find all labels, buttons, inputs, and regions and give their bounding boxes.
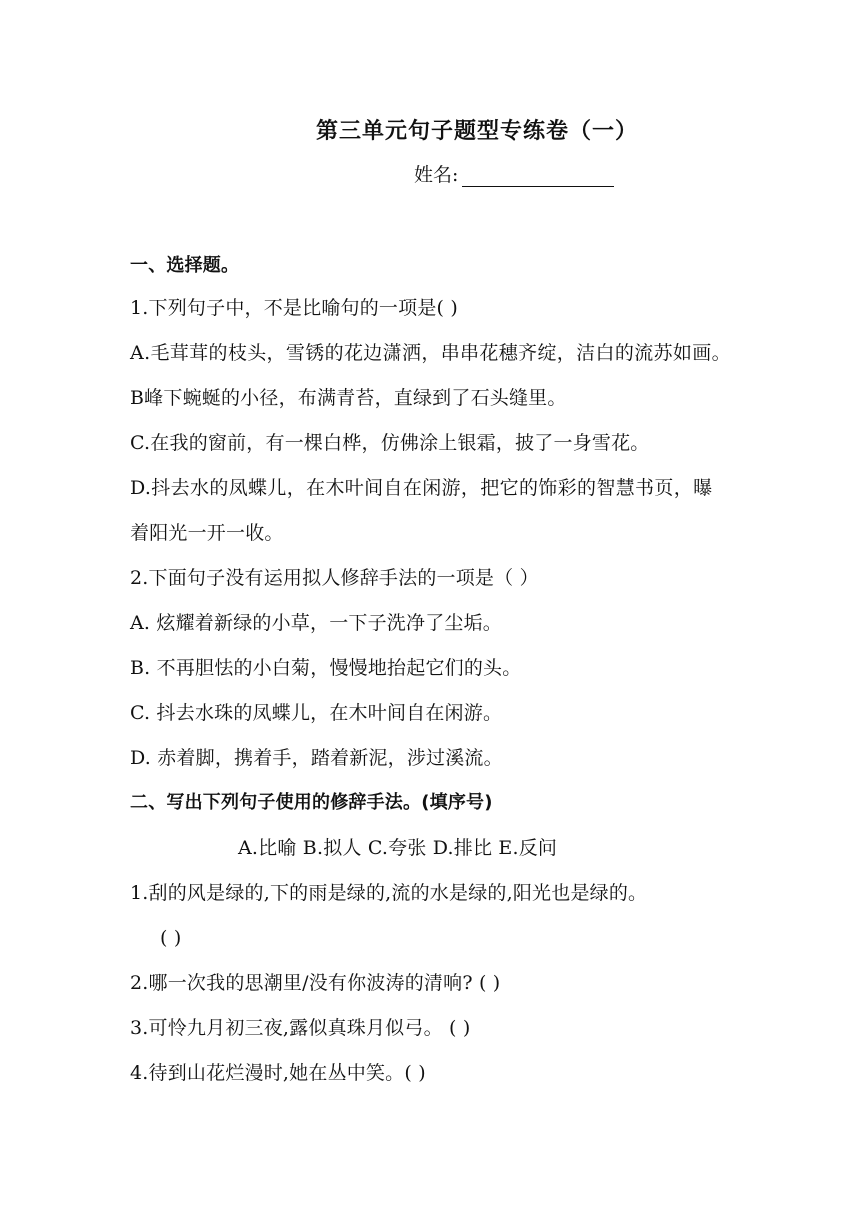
q1-option-d-line1: D.抖去水的凤蝶儿，在木叶间自在闲游，把它的饰彩的智慧书页，曝 [130,477,713,499]
s2-sentence-4: 4.待到山花烂漫时,她在丛中笑。( ) [130,1062,426,1084]
name-blank[interactable] [462,166,614,187]
section1-heading: 一、选择题。 [130,255,240,276]
q1-option-a: A.毛茸茸的枝头，雪锈的花边潇洒，串串花穗齐绽，洁白的流苏如画。 [130,342,731,364]
s2-sentence-1-blank[interactable]: ( ) [160,927,182,949]
q1-option-c: C.在我的窗前，有一棵白桦，仿佛涂上银霜，披了一身雪花。 [130,432,650,454]
q2-option-c: C. 抖去水珠的凤蝶儿，在木叶间自在闲游。 [130,702,503,724]
s2-sentence-1: 1.刮的风是绿的,下的雨是绿的,流的水是绿的,阳光也是绿的。 [130,882,648,904]
s2-sentence-2: 2.哪一次我的思潮里/没有你波涛的清响? ( ) [130,972,501,994]
q1-option-b: B峰下蜿蜒的小径，布满青苔，直绿到了石头缝里。 [130,387,567,409]
name-row [414,160,614,187]
section2-heading: 二、写出下列句子使用的修辞手法。(填序号) [130,792,493,813]
rhetoric-options: A.比喻 B.拟人 C.夸张 D.排比 E.反问 [238,837,558,859]
q1-stem: 1.下列句子中，不是比喻句的一项是( ) [130,297,458,319]
name-label: 姓名: [414,164,459,186]
page-title: 第三单元句子题型专练卷（一） [316,118,639,144]
q2-option-b: B. 不再胆怯的小白菊，慢慢地抬起它们的头。 [130,657,522,679]
q2-stem: 2.下面句子没有运用拟人修辞手法的一项是（ ） [130,567,539,589]
q1-option-d-line2: 着阳光一开一收。 [130,522,284,544]
s2-sentence-3: 3.可怜九月初三夜,露似真珠月似弓。 ( ) [130,1017,471,1039]
q2-option-d: D. 赤着脚，携着手，踏着新泥，涉过溪流。 [130,747,503,769]
q2-option-a: A. 炫耀着新绿的小草，一下子洗净了尘垢。 [130,612,503,634]
